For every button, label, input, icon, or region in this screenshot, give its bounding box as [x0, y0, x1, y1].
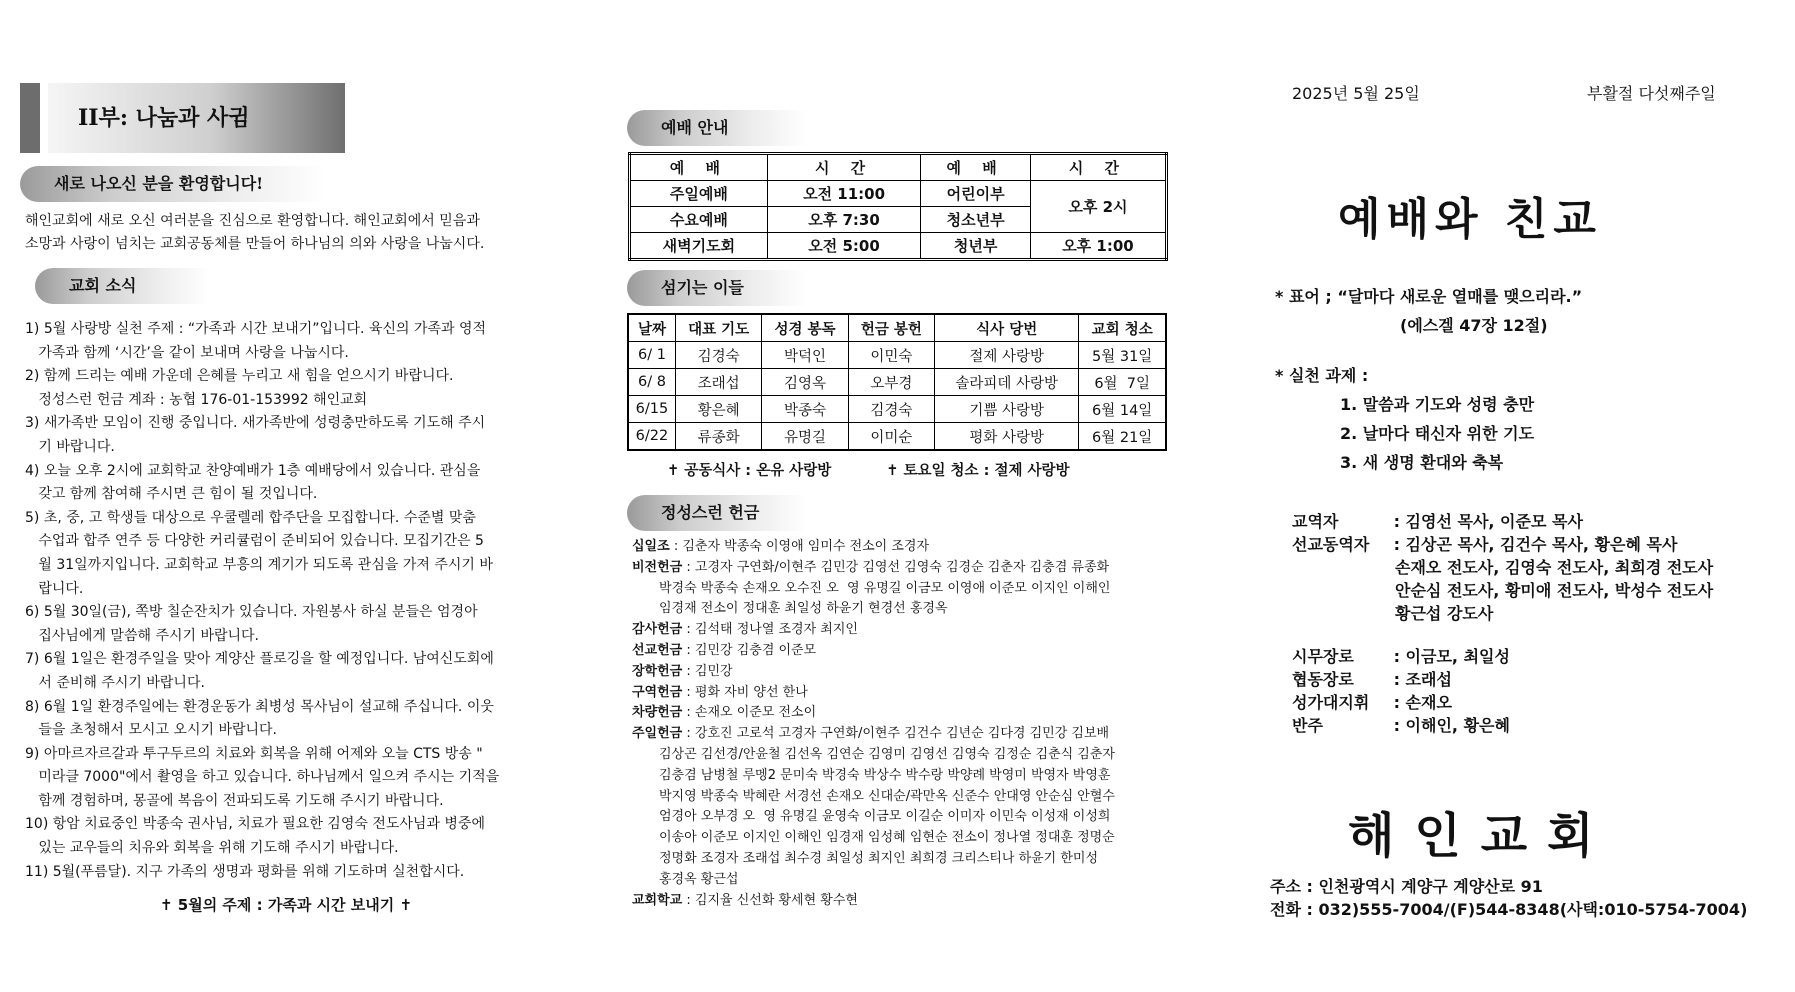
- offering-names: 홍경옥 황근섭: [659, 871, 739, 887]
- service-name: 어린이부: [921, 181, 1031, 207]
- service-time: 오전 5:00: [767, 233, 921, 260]
- service-heading: 예배 안내: [627, 110, 807, 146]
- staff-label: 반주: [1292, 716, 1323, 735]
- elders-list: [1292, 645, 1510, 737]
- serve-row: [628, 369, 1166, 396]
- offering-category: 비전헌금: [632, 559, 683, 575]
- offering-category: 주일헌금: [632, 726, 683, 742]
- serve-cell: 5월 31일: [1079, 342, 1166, 369]
- serve-cell: 박덕인: [762, 342, 848, 369]
- news-line: 4) 오늘 오후 2시에 교회학교 찬양예배가 1층 예배당에서 있습니다. 관심을: [25, 462, 481, 479]
- news-heading: 교회 소식: [35, 268, 210, 304]
- news-line: 9) 아마르자르갈과 투구두르의 치료와 회복을 위해 어제와 오늘 CTS 방송 ": [25, 745, 483, 762]
- offering-category: 차량헌금: [632, 705, 683, 721]
- service-name: 청소년부: [921, 207, 1031, 233]
- offering-row: 비전헌금 : 고경자 구연화/이현주 김민강 김영선 김영숙 김경순 김춘자 김충겸 류종화 박경숙 박종숙 손재오 오수진 오 영 유명길 이금모 이영애 이준모 이지인 이해인 임경재 전소이 정대훈 최일성 하윤기 현경선 홍경옥: [632, 558, 1177, 620]
- serve-header-row: [628, 314, 1166, 342]
- serve-cell: 조래섭: [675, 369, 761, 396]
- staff-continued: 안순심 전도사, 황미애 전도사, 박성수 전도사: [1395, 581, 1714, 600]
- serve-cell: 박종숙: [762, 396, 848, 423]
- news-line: 미라클 7000"에서 촬영을 하고 있습니다. 하나님께서 일으켜 주시는 기적을: [25, 769, 500, 786]
- offering-row: 십일조 : 김춘자 박종숙 이영애 임미수 전소이 조경자: [632, 539, 930, 554]
- serve-notes: [667, 459, 1120, 480]
- staff-row: 반주 : 이해인, 황은혜: [1292, 716, 1510, 735]
- offering-names: 임경재 전소이 정대훈 최일성 하윤기 현경선 홍경옥: [659, 601, 948, 617]
- task-item: 3. 새 생명 환대와 축복: [1340, 453, 1504, 472]
- news-line: 가족과 함께 ‘시간’을 같이 보내며 사랑을 나눕시다.: [25, 344, 349, 361]
- offering-category: 십일조: [632, 539, 670, 554]
- service-header: 예 배: [630, 154, 768, 181]
- staff-row: 협동장로 : 조래섭: [1292, 670, 1452, 689]
- serve-cell: 평화 사랑방: [935, 423, 1079, 451]
- welcome-heading: 새로 나오신 분을 환영합니다!: [20, 166, 325, 202]
- service-name: 주일예배: [630, 181, 768, 207]
- staff-value: 김상곤 목사, 김건수 목사, 황은혜 목사: [1405, 535, 1678, 554]
- staff-label: 시무장로: [1292, 647, 1354, 666]
- shared-meal-note: ✝ 공동식사 : 온유 사랑방: [667, 463, 832, 479]
- offering-row: 교회학교 : 김지율 신선화 황세현 황수현: [632, 892, 858, 908]
- service-time: 오후 1:00: [1030, 233, 1166, 260]
- serve-header: 성경 봉독: [762, 314, 848, 342]
- offering-names: 김춘자 박종숙 이영애 임미수 전소이 조경자: [682, 539, 930, 554]
- welcome-line: 소망과 사랑이 넘치는 교회공동체를 만들어 하나님의 의와 사랑을 나눕시다.: [25, 236, 485, 252]
- news-line: 11) 5월(푸름달). 지구 가족의 생명과 평화를 위해 기도하며 실천합시다.: [25, 863, 465, 880]
- news-line: 10) 항암 치료중인 박종숙 권사님, 치료가 필요한 김영숙 전도사님과 병중에: [25, 816, 485, 833]
- offering-names: 손재오 이준모 전소이: [694, 705, 817, 721]
- left-column: [20, 0, 585, 992]
- news-line: 함께 경험하며, 몽골에 복음이 전파되도록 기도해 주시기 바랍니다.: [25, 792, 444, 809]
- staff-label: 선교동역자: [1292, 535, 1370, 554]
- serve-cell: 6/22: [628, 423, 675, 451]
- news-line: 들을 초청해서 모시고 오시기 바랍니다.: [25, 722, 277, 739]
- serve-cell: 6월 21일: [1079, 423, 1166, 451]
- serve-table: [627, 313, 1167, 451]
- serve-cell: 유명길: [762, 423, 848, 451]
- offering-row: 주일헌금 : 강호진 고로석 고경자 구연화/이현주 김건수 김년순 김다경 김민강 김보배 김상곤 김선경/안윤철 김선옥 김연순 김영미 김영선 김영숙 김정순 김춘식 김춘자 김충겸 남병철 루멩2 문미숙 박경숙 박상수 박수랑 박양례 박영미 박영자 박영훈 박지영 박종숙 박혜란 서경선 손재오 신대순/곽만옥 신준수 안대영 안순심 안혈수 엄경아 오부경 오 영 유명길 윤영숙 이금모 이길순 이미자 이민숙 이성재 이성희 이송아 이준모 이지인 이해인 임경재 임성혜 임현순 전소이 정나열 정대훈 정명순 정명화 조경자 조래섭 최수경 최일성 최지인 최희경 크리스티나 하윤기 한미성 홍경옥 황근섭: [632, 724, 1177, 890]
- offering-names: 강호진 고로석 고경자 구연화/이현주 김건수 김년순 김다경 김민강 김보배: [694, 726, 1110, 742]
- offering-names: 김지율 신선화 황세현 황수현: [694, 892, 858, 908]
- offering-names: 엄경아 오부경 오 영 유명길 윤영숙 이금모 이길순 이미자 이민숙 이성재 이성희: [659, 809, 1111, 825]
- serve-header: 식사 당번: [935, 314, 1079, 342]
- serve-row: [628, 342, 1166, 369]
- motto: * 표어 ; “달마다 새로운 열매를 맺으리라.”: [1275, 287, 1583, 306]
- serve-cell: 6/15: [628, 396, 675, 423]
- offering-row: 장학헌금 : 김민강: [632, 663, 733, 679]
- offering-list: [632, 537, 1177, 911]
- serve-row: [628, 423, 1166, 451]
- service-time: 오전 11:00: [767, 181, 921, 207]
- news-line: 7) 6월 1일은 환경주일을 맞아 계양산 플로깅을 할 예정입니다. 남여신도회에: [25, 651, 494, 668]
- offering-names: 이송아 이준모 이지인 이해인 임경재 임성혜 임현순 전소이 정나열 정대훈 정명순: [659, 830, 1115, 846]
- news-line: 8) 6월 1일 환경주일에는 환경운동가 최병성 목사님이 설교해 주십니다. 이웃: [25, 698, 494, 715]
- service-name: 수요예배: [630, 207, 768, 233]
- staff-value: 손재오: [1405, 693, 1452, 712]
- offering-names: 김민강 김충겸 이준모: [694, 642, 817, 658]
- liturgical-week: 부활절 다섯째주일: [1587, 84, 1716, 103]
- offering-names: 김상곤 김선경/안윤철 김선옥 김연순 김영미 김영선 김영숙 김정순 김춘식 김춘자: [659, 746, 1115, 762]
- offering-names: 박지영 박종숙 박혜란 서경선 손재오 신대순/곽만옥 신준수 안대영 안순심 안혈수: [659, 788, 1115, 804]
- serve-cell: 기쁨 사랑방: [935, 396, 1079, 423]
- task-item: 1. 말씀과 기도와 성령 충만: [1340, 395, 1535, 414]
- staff-label: 협동장로: [1292, 670, 1354, 689]
- staff-list: [1292, 510, 1713, 625]
- section-title: II부: 나눔과 사귐: [48, 83, 345, 153]
- news-line: 5) 초, 중, 고 학생들 대상으로 우쿨렐레 합주단을 모집합니다. 수준별 맞춤: [25, 509, 476, 526]
- offering-names: 김민강: [694, 663, 733, 679]
- offering-names: 고경자 구연화/이현주 김민강 김영선 김영숙 김경순 김춘자 김충겸 류종화: [694, 559, 1110, 575]
- offering-row: 선교헌금 : 김민강 김충겸 이준모: [632, 642, 817, 658]
- serve-row: [628, 396, 1166, 423]
- phone: 전화 : 032)555-7004/(F)544-8348(사택:010-5754-7004): [1270, 900, 1748, 919]
- service-row: [630, 233, 1167, 260]
- staff-row: 성가대지휘 : 손재오: [1292, 693, 1452, 712]
- service-header: 시 간: [767, 154, 921, 181]
- offering-category: 교회학교: [632, 892, 683, 908]
- news-line: 있는 교우들의 치유와 회복을 위해 기도해 주시기 바랍니다.: [25, 840, 399, 857]
- staff-continued: 황근섭 강도사: [1395, 604, 1494, 623]
- contact-info: [1270, 875, 1747, 921]
- news-line: 3) 새가족반 모임이 진행 중입니다. 새가족반에 성령충만하도록 기도해 주시: [25, 415, 486, 432]
- news-line: 수업과 합주 연주 등 다양한 커리큘럼이 준비되어 있습니다. 모집기간은 5: [25, 533, 484, 550]
- staff-value: 이금모, 최일성: [1405, 647, 1510, 666]
- service-time: 오후 7:30: [767, 207, 921, 233]
- tasks-heading: * 실천 과제 :: [1275, 366, 1369, 385]
- serve-cell: 솔라피데 사랑방: [935, 369, 1079, 396]
- service-header-row: [630, 154, 1167, 181]
- news-line: 2) 함께 드리는 예배 가운데 은혜를 누리고 새 힘을 얻으시기 바랍니다.: [25, 368, 454, 385]
- serve-cell: 6/ 8: [628, 369, 675, 396]
- offering-names: 김석태 정나열 조경자 최지인: [694, 622, 858, 638]
- saturday-cleaning-note: ✝ 토요일 청소 : 절제 사랑방: [886, 463, 1070, 479]
- offering-names: 박경숙 박종숙 손재오 오수진 오 영 유명길 이금모 이영애 이준모 이지인 이해인: [659, 580, 1111, 596]
- news-line: 정성스런 헌금 계좌 : 농협 176-01-153992 해인교회: [25, 391, 368, 408]
- serve-header: 교회 청소: [1079, 314, 1166, 342]
- service-table: [628, 152, 1168, 261]
- staff-value: 김영선 목사, 이준모 목사: [1405, 512, 1583, 531]
- offering-names: 김충겸 남병철 루멩2 문미숙 박경숙 박상수 박수랑 박양례 박영미 박영자 박영훈: [659, 767, 1111, 783]
- serve-cell: 김경숙: [675, 342, 761, 369]
- offering-row: 차량헌금 : 손재오 이준모 전소이: [632, 705, 817, 721]
- serve-cell: 6월 14일: [1079, 396, 1166, 423]
- title-accent-bar: [20, 83, 40, 153]
- news-line: 랍니다.: [25, 580, 84, 597]
- service-name: 새벽기도회: [630, 233, 768, 260]
- serve-header: 대표 기도: [675, 314, 761, 342]
- service-row: [630, 181, 1167, 207]
- offering-heading: 정성스런 헌금: [627, 495, 807, 531]
- staff-label: 교역자: [1292, 512, 1339, 531]
- serve-cell: 김경숙: [848, 396, 934, 423]
- bulletin-date: 2025년 5월 25일: [1292, 84, 1420, 103]
- serve-cell: 6/ 1: [628, 342, 675, 369]
- staff-row: 시무장로 : 이금모, 최일성: [1292, 647, 1510, 666]
- serve-cell: 황은혜: [675, 396, 761, 423]
- serve-cell: 오부경: [848, 369, 934, 396]
- news-list: [25, 318, 580, 884]
- offering-category: 구역헌금: [632, 684, 683, 700]
- news-line: 갖고 함께 참여해 주시면 큰 힘이 될 것입니다.: [25, 486, 318, 503]
- staff-value: 이해인, 황은혜: [1405, 716, 1510, 735]
- welcome-line: 해인교회에 새로 오신 여러분을 진심으로 환영합니다. 해인교회에서 믿음과: [25, 213, 480, 229]
- offering-row: 구역헌금 : 평화 자비 양선 한나: [632, 684, 808, 700]
- church-name: 해인교회: [1348, 808, 1614, 864]
- offering-names: 평화 자비 양선 한나: [694, 684, 808, 700]
- service-time: 오후 2시: [1030, 181, 1166, 233]
- serve-cell: 류종화: [675, 423, 761, 451]
- right-column: [1265, 0, 1785, 992]
- news-line: 기 바랍니다.: [25, 438, 115, 455]
- news-line: 1) 5월 사랑방 실천 주제 : “가족과 시간 보내기”입니다. 육신의 가족과 영적: [25, 321, 487, 337]
- staff-row: 선교동역자 : 김상곤 목사, 김건수 목사, 황은혜 목사: [1292, 535, 1678, 554]
- offering-category: 선교헌금: [632, 642, 683, 658]
- serve-cell: 이미순: [848, 423, 934, 451]
- offering-category: 감사헌금: [632, 622, 683, 638]
- news-line: 집사님에게 말씀해 주시기 바랍니다.: [25, 627, 260, 644]
- staff-row: 교역자 : 김영선 목사, 이준모 목사: [1292, 512, 1583, 531]
- serve-cell: 이민숙: [848, 342, 934, 369]
- staff-continued: 손재오 전도사, 김영숙 전도사, 최희경 전도사: [1395, 558, 1714, 577]
- serve-cell: 6월 7일: [1079, 369, 1166, 396]
- serve-heading: 섬기는 이들: [627, 270, 807, 306]
- motto-reference: (에스겔 47장 12절): [1400, 316, 1548, 335]
- news-line: 서 준비해 주시기 바랍니다.: [25, 674, 205, 691]
- service-header: 예 배: [921, 154, 1031, 181]
- serve-header: 헌금 봉헌: [848, 314, 934, 342]
- address: 주소 : 인천광역시 계양구 계양산로 91: [1270, 877, 1543, 896]
- offering-row: 감사헌금 : 김석태 정나열 조경자 최지인: [632, 622, 858, 638]
- task-item: 2. 날마다 태신자 위한 기도: [1340, 424, 1535, 443]
- offering-category: 장학헌금: [632, 663, 683, 679]
- welcome-text: [25, 210, 585, 256]
- serve-cell: 김영옥: [762, 369, 848, 396]
- middle-column: [627, 0, 1182, 992]
- offering-names: 정명화 조경자 조래섭 최수경 최일성 최지인 최희경 크리스티나 하윤기 한미성: [659, 850, 1099, 866]
- serve-header: 날짜: [628, 314, 675, 342]
- monthly-theme: ✝ 5월의 주제 : 가족과 시간 보내기 ✝: [160, 896, 413, 914]
- news-line: 월 31일까지입니다. 교회학교 부흥의 계기가 되도록 관심을 가져 주시기 바: [25, 556, 493, 573]
- staff-value: 조래섭: [1405, 670, 1452, 689]
- service-header: 시 간: [1030, 154, 1166, 181]
- serve-cell: 절제 사랑방: [935, 342, 1079, 369]
- staff-label: 성가대지휘: [1292, 693, 1370, 712]
- news-line: 6) 5월 30일(금), 쪽방 칠순잔치가 있습니다. 자원봉사 하실 분들은 엄경아: [25, 604, 478, 621]
- service-name: 청년부: [921, 233, 1031, 260]
- bulletin-title: 예배와 친교: [1338, 194, 1602, 245]
